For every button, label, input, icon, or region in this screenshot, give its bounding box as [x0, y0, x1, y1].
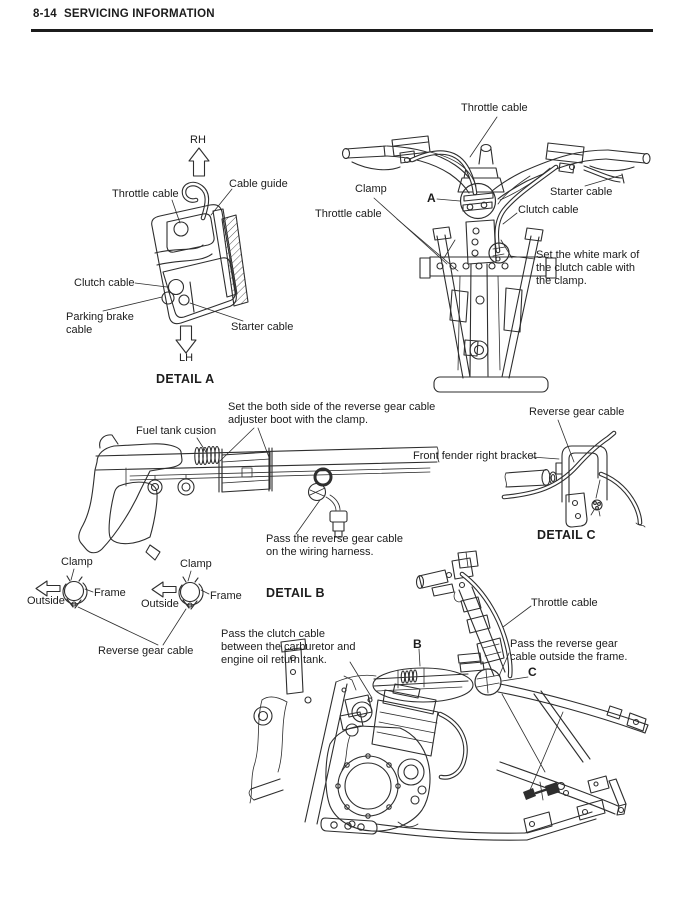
page-number: 8-14 — [33, 8, 57, 20]
detail-c-drawing — [504, 420, 645, 527]
detail-b-wiring-harness-note: Pass the reverse gear cable on the wiring harness. — [266, 533, 403, 559]
detail-b-adjuster-boot-note: Set the both side of the reverse gear cable adjuster boot with the clamp. — [228, 401, 436, 427]
lh-arrow-icon — [176, 326, 196, 353]
detail-c-title: DETAIL C — [537, 528, 596, 542]
detail-b-outside-right-label: Outside — [141, 598, 179, 610]
detail-b-frame-right-label: Frame — [210, 590, 242, 602]
detail-a-title: DETAIL A — [156, 372, 215, 386]
detail-a-parking-brake-label: Parking brake cable — [66, 311, 134, 337]
detail-b-outside-left-label: Outside — [27, 595, 65, 607]
detail-c-front-fender-bracket-label: Front fender right bracket — [413, 450, 537, 462]
detail-a-cable-guide-label: Cable guide — [229, 178, 288, 190]
detail-b-clutch-route-note: Pass the clutch cable between the carburetor and engine oil return tank. — [221, 628, 356, 667]
side-view-throttle-cable-label: Throttle cable — [531, 597, 598, 609]
page-title: SERVICING INFORMATION — [64, 8, 215, 20]
outside-arrow-right-icon — [152, 582, 176, 597]
detail-b-fuel-tank-cushion-label: Fuel tank cusion — [136, 425, 217, 437]
front-view-white-mark-note: Set the white mark of the clutch cable with the clamp. — [536, 249, 640, 288]
front-view-marker-a: A — [427, 191, 436, 205]
detail-b-clamp-right-label: Clamp — [180, 558, 212, 570]
front-view-starter-cable-label: Starter cable — [550, 186, 613, 198]
detail-a-lh-label: LH — [179, 352, 194, 364]
detail-a-clutch-cable-label: Clutch cable — [74, 277, 135, 289]
front-view-throttle-cable-top-label: Throttle cable — [461, 102, 528, 114]
detail-b-reverse-gear-cable-label: Reverse gear cable — [98, 645, 194, 657]
rh-arrow-icon — [189, 148, 209, 176]
detail-c-reverse-gear-cable-label: Reverse gear cable — [529, 406, 625, 418]
detail-b-title: DETAIL B — [266, 586, 325, 600]
outside-arrow-left-icon — [36, 581, 60, 596]
detail-a-rh-label: RH — [190, 134, 206, 146]
side-view-reverse-outside-note: Pass the reverse gear cable outside the frame. — [510, 638, 628, 664]
detail-a-throttle-cable-label: Throttle cable — [112, 188, 179, 200]
side-view-marker-c: C — [528, 665, 537, 679]
detail-a-starter-cable-label: Starter cable — [231, 321, 294, 333]
detail-b-clamp-left-label: Clamp — [61, 556, 93, 568]
detail-b-frame-left-label: Frame — [94, 587, 126, 599]
front-view-clamp-label: Clamp — [355, 183, 387, 195]
side-view-marker-b: B — [413, 637, 422, 651]
front-view-clutch-cable-label: Clutch cable — [518, 204, 579, 216]
front-view-throttle-cable-left-label: Throttle cable — [315, 208, 382, 220]
detail-a-drawing — [103, 184, 248, 324]
